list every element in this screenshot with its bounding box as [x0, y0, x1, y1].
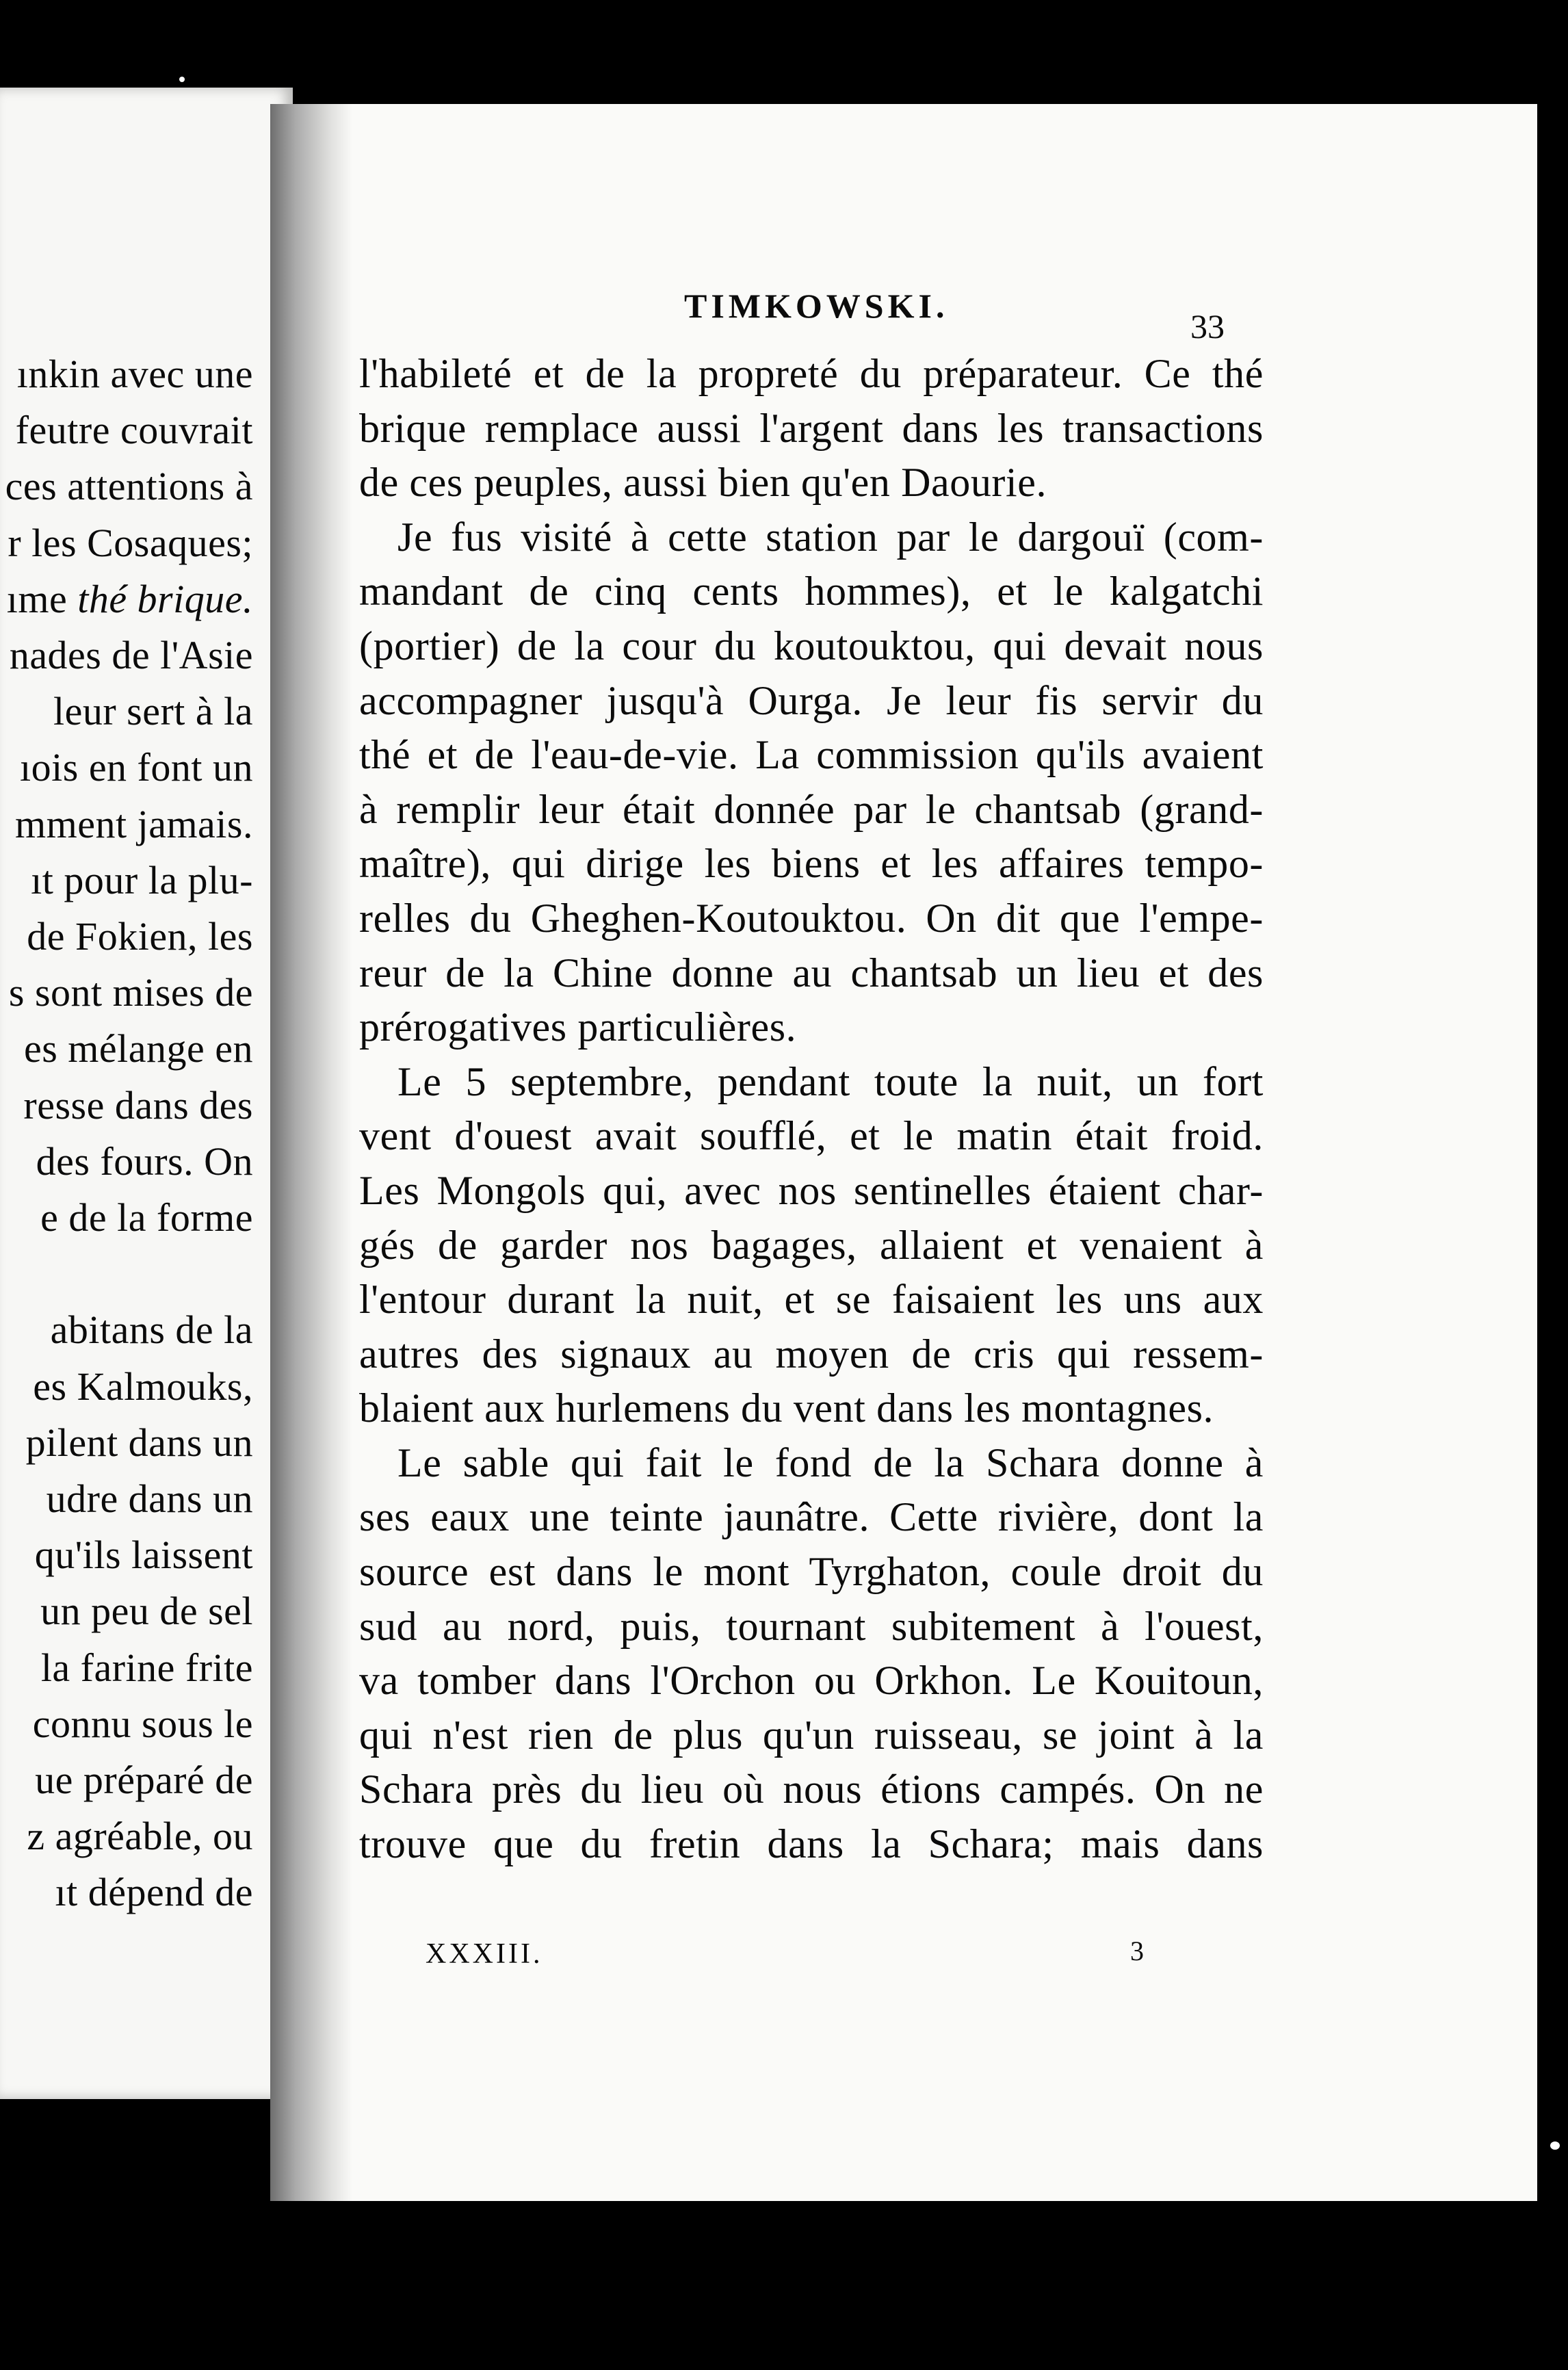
left-page-line: ınkin avec une	[16, 352, 253, 396]
signature-mark: XXXIII.	[426, 1938, 543, 1970]
left-page-line: pilent dans un	[25, 1420, 253, 1465]
text-line: l'entour durant la nuit, et se faisaient les uns aux	[359, 1277, 1264, 1323]
left-page-line: udre dans un	[46, 1476, 253, 1522]
left-page-line: un peu de sel	[40, 1589, 253, 1634]
body-text	[359, 347, 1264, 1872]
left-page-line: leur sert à la	[53, 689, 253, 734]
left-page-line: resse dans des	[23, 1082, 253, 1128]
text-line: va tomber dans l'Orchon ou Orkhon. Le Kouitoun,	[359, 1658, 1264, 1704]
left-page-line: es Kalmouks,	[33, 1364, 253, 1409]
left-page-line: nades de l'Asie	[9, 633, 253, 678]
text-line: prérogatives particulières.	[359, 1004, 797, 1050]
book-gutter-shadow	[270, 104, 352, 2201]
text-line: Schara près du lieu où nous étions campés. On ne	[359, 1767, 1264, 1812]
text-line: maître), qui dirige les biens et les affaires tempo-	[359, 841, 1264, 887]
text-line: Le 5 septembre, pendant toute la nuit, un fort	[397, 1058, 1264, 1104]
text-line: l'habileté et de la propreté du préparateur. Ce thé	[359, 351, 1264, 396]
scan-speck	[1550, 2141, 1560, 2150]
text-line: à remplir leur était donnée par le chantsab (grand-	[359, 786, 1264, 832]
text-line: ses eaux une teinte jaunâtre. Cette rivière, dont la	[359, 1494, 1264, 1540]
left-page-line: la farine frite	[40, 1645, 253, 1690]
left-page-line	[5, 1246, 253, 1302]
left-page-line: feutre couvrait	[15, 408, 253, 453]
left-page-fragment	[0, 88, 293, 2099]
left-page-line: e de la forme	[40, 1195, 253, 1240]
left-page-line: ue préparé de	[35, 1758, 253, 1803]
scan-speck	[179, 77, 185, 82]
left-page-line: es mélange en	[23, 1026, 253, 1071]
left-page-line: ıme thé brique.	[6, 576, 253, 621]
text-line: (portier) de la cour du koutouktou, qui devait nous	[359, 623, 1264, 668]
text-line: relles du Gheghen-Koutouktou. On dit que l'empe-	[359, 895, 1264, 941]
left-page-line: mment jamais.	[15, 801, 253, 846]
text-line: Je fus visité à cette station par le dargouï (com-	[397, 514, 1264, 560]
text-line: gés de garder nos bagages, allaient et venaient à	[359, 1222, 1264, 1268]
left-page-text	[5, 346, 253, 1921]
text-line: blaient aux hurlemens du vent dans les montagnes.	[359, 1385, 1214, 1431]
sheet-number: 3	[1130, 1936, 1144, 1966]
text-line: accompagner jusqu'à Ourga. Je leur fis servir du	[359, 677, 1264, 723]
left-page-line: connu sous le	[32, 1701, 253, 1746]
text-line: sud au nord, puis, tournant subitement à l'ouest,	[359, 1603, 1264, 1649]
text-line: Le sable qui fait le fond de la Schara donne à	[397, 1440, 1264, 1485]
left-page-line: ıois en font un	[20, 745, 253, 790]
text-line: mandant de cinq cents hommes), et le kalgatchi	[359, 569, 1264, 614]
text-line: thé et de l'eau-de-vie. La commission qu'ils avaient	[359, 732, 1264, 778]
left-page-line: z agréable, ou	[27, 1814, 253, 1859]
text-line: Les Mongols qui, avec nos sentinelles étaient char-	[359, 1167, 1264, 1213]
text-line: vent d'ouest avait soufflé, et le matin était froid.	[359, 1113, 1264, 1159]
running-head: TIMKOWSKI.	[684, 287, 949, 325]
left-page-line: des fours. On	[36, 1138, 253, 1184]
text-line: trouve que du fretin dans la Schara; mais dans	[359, 1821, 1264, 1867]
text-line: source est dans le mont Tyrghaton, coule droit du	[359, 1549, 1264, 1595]
left-page-line: ıt dépend de	[55, 1870, 253, 1915]
text-line: autres des signaux au moyen de cris qui ressem-	[359, 1331, 1264, 1377]
text-line: reur de la Chine donne au chantsab un lieu et des	[359, 950, 1264, 995]
left-page-line: de Fokien, les	[27, 914, 253, 959]
page-number: 33	[1190, 307, 1225, 346]
left-page-line: ces attentions à	[5, 464, 253, 509]
text-line: brique remplace aussi l'argent dans les transactions	[359, 405, 1264, 451]
left-page-line: s sont mises de	[8, 970, 253, 1015]
text-line: de ces peuples, aussi bien qu'en Daourie.	[359, 460, 1047, 506]
left-page-line: r les Cosaques;	[8, 520, 253, 565]
text-line: qui n'est rien de plus qu'un ruisseau, se joint à la	[359, 1712, 1264, 1758]
left-page-line: abitans de la	[50, 1307, 253, 1353]
left-page-line: ıt pour la plu-	[31, 857, 253, 902]
left-page-line: qu'ils laissent	[34, 1533, 253, 1578]
